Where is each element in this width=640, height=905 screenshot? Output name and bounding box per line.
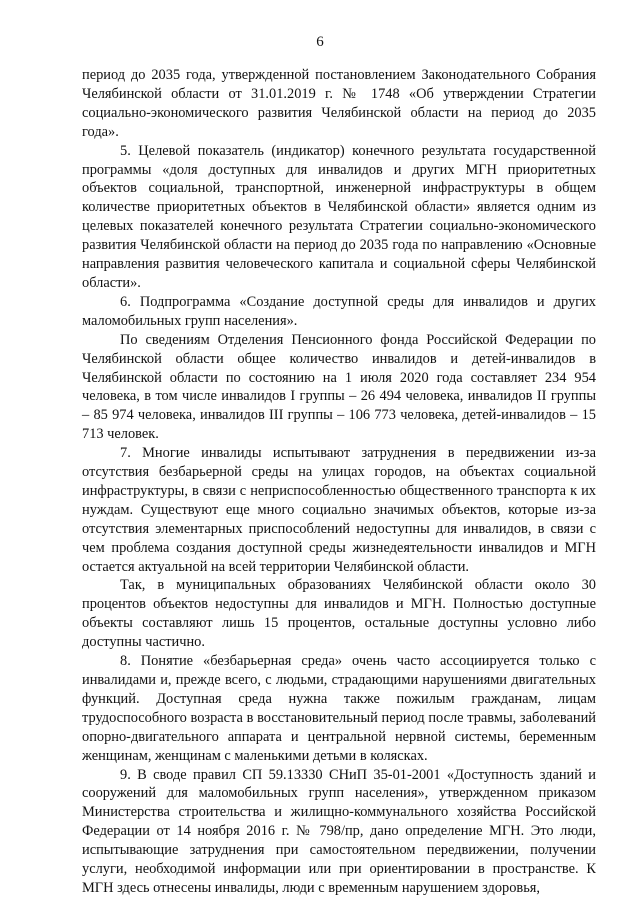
document-body xyxy=(82,66,596,898)
paragraph-5-target-indicator: 5. Целевой показатель (индикатор) конечного результата государственной программы «доля доступных для инвалидов и других МГН приоритетных объектов социальной, транспортной, инженерной инфраструктуры в общем количестве приоритетных объектов в Челябинской области» является одним из целевых показателей конечного результата Стратегии социально-экономического развития Челябинской области на период до 2035 года по направлению «Основные направления развития человеческого капитала и социальной сферы Челябинской области». xyxy=(82,142,596,291)
paragraph-8-barrier-free-concept: 8. Понятие «безбарьерная среда» очень часто ассоциируется только с инвалидами и, прежде всего, с людьми, страдающими нарушениями двигательных функций. Доступная среда нужна также пожилым гражданам, лицам трудоспособного возраста в восстановительный период после травмы, заболеваний опорно-двигательного аппарата и центральной нервной системы, беременным женщинам, женщинам с маленькими детьми в колясках. xyxy=(82,653,596,764)
paragraph-strategy-continuation: период до 2035 года, утвержденной постановлением Законодательного Собрания Челябинской области от 31.01.2019 г. № 1748 «Об утверждении Стратегии социально-экономического развития Челябинской области на период до 2035 года». xyxy=(82,67,596,140)
paragraph-7-barrier-free-problems: 7. Многие инвалиды испытывают затруднения в передвижении из-за отсутствия безбарьерной среды на улицах городов, на объектах социальной инфраструктуры, в связи с неприспособленностью общественного транспорта к их нуждам. Существуют еще много социально значимых объектов, которые из-за отсутствия элементарных приспособлений недоступны для инвалидов, в связи с чем проблема создания доступной среды жизнедеятельности инвалидов и МГН остается актуальной на всей территории Челябинской области. xyxy=(82,445,596,575)
paragraph-disabled-statistics: По сведениям Отделения Пенсионного фонда Российской Федерации по Челябинской области общее количество инвалидов и детей-инвалидов в Челябинской области по состоянию на 1 июля 2020 года составляет 234 954 человека, в том числе инвалидов I группы – 26 494 человека, инвалидов II группы – 85 974 человека, инвалидов III группы – 106 773 человека, детей-инвалидов – 15 713 человек. xyxy=(82,331,596,443)
paragraph-objects-accessibility: Так, в муниципальных образованиях Челябинской области около 30 процентов объектов недоступны для инвалидов и МГН. Полностью доступные объекты составляют лишь 15 процентов, остальные доступны условно либо доступны частично. xyxy=(82,577,596,651)
page-number: 6 xyxy=(316,34,324,50)
paragraph-6-subprogram-title: 6. Подпрограмма «Создание доступной среды для инвалидов и других маломобильных групп населения». xyxy=(82,293,596,329)
paragraph-9-mgn-definition: 9. В своде правил СП 59.13330 СНиП 35-01-2001 «Доступность зданий и сооружений для маломобильных групп населения», утвержденном приказом Министерства строительства и жилищно-коммунального хозяйства Российской Федерации от 14 ноября 2016 г. № 798/пр, дано определение МГН. Это люди, испытывающие затруднения при самостоятельном передвижении, получении услуги, необходимой информации или при ориентировании в пространстве. К МГН здесь отнесены инвалиды, люди с временным нарушением здоровья, xyxy=(82,766,596,896)
